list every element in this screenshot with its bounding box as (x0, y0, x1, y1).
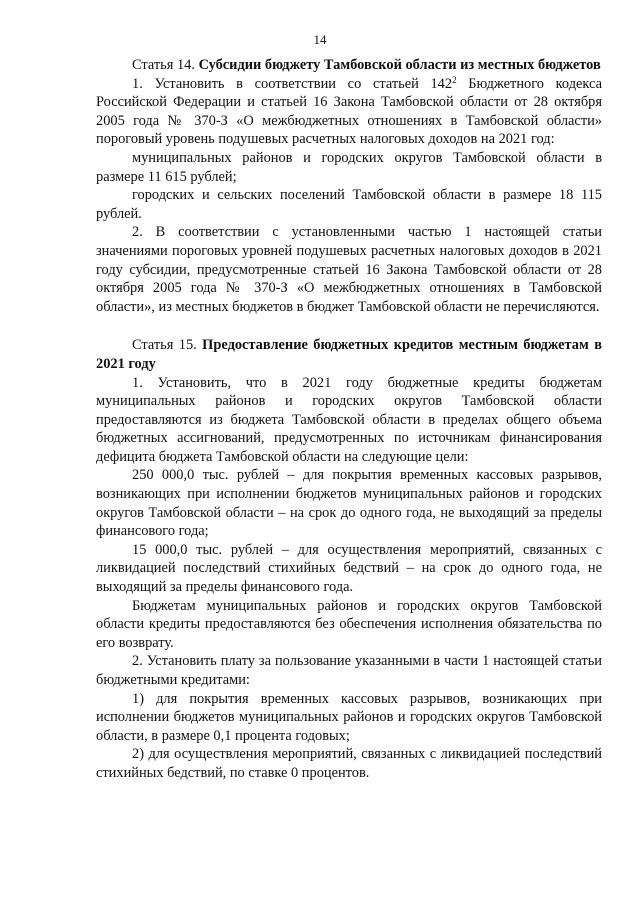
article-15-part-1-item-1: 250 000,0 тыс. рублей – для покрытия временных кассовых разрывов, возникающих при исполнении бюджетов муниципальных районов и городских округов Тамбовской области – на срок до одного года, не выходящий за пределы финансового года; (96, 467, 602, 540)
page-number: 14 (313, 32, 327, 47)
article-14-part-1-b: Бюджетного кодекса Российской Федерации и статьей 16 Закона Тамбовской области от 28 октября 2005 года № 370-З «О межбюджетных отношениях в Тамбовской области» пороговый уровень подушевых расчетных налоговых доходов на 2021 год: (96, 75, 602, 148)
article-14-part-1-a: 1. Установить в соответствии со статьей 142 (132, 75, 453, 92)
article-14-part-1-item-1: муниципальных районов и городских округов Тамбовской области в размере 11 615 рублей; (96, 149, 602, 185)
article-14-heading (96, 56, 602, 75)
article-15-part-2: 2. Установить плату за пользование указанными в части 1 настоящей статьи бюджетными кредитами: (96, 653, 602, 688)
article-15-part-2-item-2: 2) для осуществления мероприятий, связанных с ликвидацией последствий стихийных бедствий, по ставке 0 процентов. (96, 746, 602, 781)
article-15-title: Предоставление бюджетных кредитов местным бюджетам в 2021 году (96, 337, 602, 372)
article-14-part-1 (96, 75, 602, 149)
article-14-part-1-item-2: городских и сельских поселений Тамбовской области в размере 18 115 рублей. (96, 187, 602, 222)
article-14-title: Субсидии бюджету Тамбовской области из местных бюджетов (198, 57, 601, 73)
document-body (96, 56, 602, 783)
article-15-label: Статья 15. (132, 337, 197, 354)
article-14-part-2: 2. В соответствии с установленными частью 1 настоящей статьи значениями пороговых уровней подушевых расчетных налоговых доходов в 2021 году субсидии, предусмотренные статьей 16 Закона Тамбовской области от 28 октября 2005 года № 370-З «О межбюджетных отношениях в Тамбовской области», из местных бюджетов в бюджет Тамбовской области не перечисляются. (96, 224, 602, 315)
article-15-part-1-item-2: 15 000,0 тыс. рублей – для осуществления мероприятий, связанных с ликвидацией последствий стихийных бедствий – на срок до одного года, не выходящий за пределы финансового года. (96, 541, 602, 596)
article-14-part-1-sup: 2 (452, 74, 457, 85)
article-15-part-1-tail: Бюджетам муниципальных районов и городских округов Тамбовской области кредиты предоставляются без обеспечения исполнения обязательства по его возврату. (96, 597, 602, 651)
article-14-label: Статья 14. (132, 57, 195, 73)
article-15-heading (96, 336, 602, 373)
section-gap (96, 316, 602, 336)
article-15-part-2-item-1: 1) для покрытия временных кассовых разрывов, возникающих при исполнении бюджетов муниципальных районов и городских округов Тамбовской области, в размере 0,1 процента годовых; (96, 690, 602, 744)
article-15-part-1: 1. Установить, что в 2021 году бюджетные кредиты бюджетам муниципальных районов и городских округов Тамбовской области предоставляются из бюджета Тамбовской области в пределах общего объема бюджетных ассигнований, предусмотренных по источникам финансирования дефицита бюджета Тамбовской области на следующие цели: (96, 374, 602, 465)
